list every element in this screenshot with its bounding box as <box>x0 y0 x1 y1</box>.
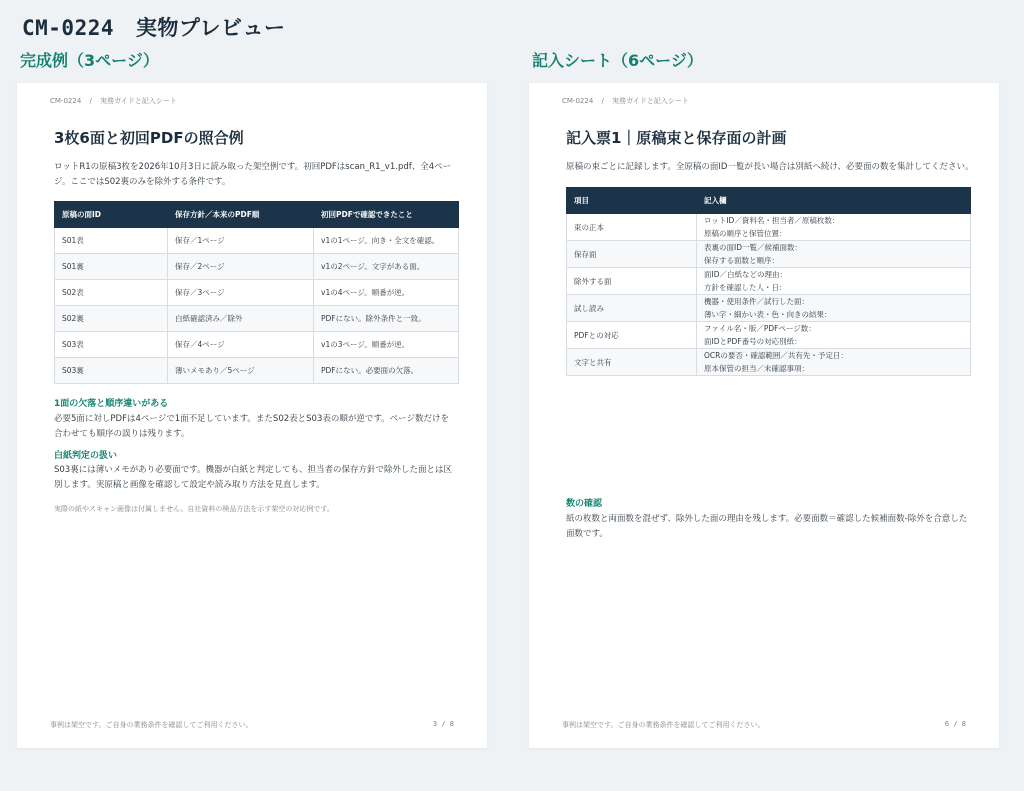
table-row <box>567 295 971 322</box>
table-cell: 保存面 <box>567 241 697 268</box>
table-cell: S03裏 <box>55 358 168 384</box>
entry-line: 薄い字・細かい表・色・向きの結果： <box>704 310 832 319</box>
crumb-separator: / <box>89 97 92 105</box>
table-cell: v1の4ページ。順番が逆。 <box>314 280 459 306</box>
entry-line: 原稿の順序と保管位置： <box>704 229 787 238</box>
page-number: 6 / 8 <box>944 720 966 728</box>
table-row <box>567 214 971 241</box>
breadcrumb <box>50 96 177 106</box>
entry-field[interactable] <box>697 268 971 295</box>
table-header-row <box>567 188 971 214</box>
table-cell: S01裏 <box>55 254 168 280</box>
comparison-table <box>54 201 459 384</box>
table-cell: 保存／1ページ <box>168 228 314 254</box>
table-header-row <box>55 202 459 228</box>
entry-form-table <box>566 187 971 376</box>
entry-field[interactable] <box>697 241 971 268</box>
page-footer <box>50 720 454 730</box>
table-cell: 保存／2ページ <box>168 254 314 280</box>
paragraph-count-check: 紙の枚数と両面数を混ぜず、除外した面の理由を残します。必要面数＝確認した候補面数-除外を合意した面数です。 <box>566 514 968 539</box>
entry-line: 原本保管の担当／未確認事項： <box>704 364 809 373</box>
table-cell: PDFにない。必要面の欠落。 <box>314 358 459 384</box>
table-row <box>55 254 459 280</box>
footer-text: 事例は架空です。ご自身の業務条件を確認してご利用ください。 <box>50 721 253 729</box>
crumb-name: 実務ガイドと記入シート <box>100 97 177 105</box>
table-cell: 束の正本 <box>567 214 697 241</box>
entry-field[interactable] <box>697 322 971 349</box>
table-cell: v1の3ページ。順番が逆。 <box>314 332 459 358</box>
table-cell: S03表 <box>55 332 168 358</box>
entry-line: 表裏の面ID一覧／候補面数： <box>704 243 802 252</box>
column-header: 原稿の面ID <box>55 202 168 228</box>
table-row <box>55 280 459 306</box>
table-cell: v1の1ページ。向き・全文を確認。 <box>314 228 459 254</box>
table-cell: 白紙確認済み／除外 <box>168 306 314 332</box>
breadcrumb <box>562 96 689 106</box>
table-row <box>567 241 971 268</box>
subheading-count-check: 数の確認 <box>566 499 603 509</box>
disclaimer-note: 実際の紙やスキャン画像は付属しません。自社資料の検品方法を示す架空の対応例です。 <box>54 505 334 513</box>
subheading-missing-page: 1面の欠落と順序違いがある <box>54 399 169 409</box>
entry-line: ロットID／資料名・担当者／原稿枚数： <box>704 216 840 225</box>
column-header: 初回PDFで確認できたこと <box>314 202 459 228</box>
table-row <box>567 322 971 349</box>
entry-line: OCRの要否・確認範囲／共有先・予定日： <box>704 351 848 360</box>
intro-text: ロットR1の原稿3枚を2026年10月3日に読み取った架空例です。初回PDFはscan_R1_v1.pdf、全4ページ。ここではS02裏のみを除外する条件です。 <box>54 162 452 187</box>
paragraph-missing-page: 必要5面に対しPDFは4ページで1面不足しています。またS02表とS03表の順が逆です。ページ数だけを合わせても順序の誤りは残ります。 <box>54 414 450 439</box>
table-cell: PDFとの対応 <box>567 322 697 349</box>
table-cell: 保存／3ページ <box>168 280 314 306</box>
table-row <box>567 349 971 376</box>
entry-line: 方針を確認した人・日： <box>704 283 787 292</box>
table-cell: S02表 <box>55 280 168 306</box>
entry-field[interactable] <box>697 295 971 322</box>
entry-line: 機器・使用条件／試行した面： <box>704 297 809 306</box>
table-cell: 試し読み <box>567 295 697 322</box>
preview-page-sheet <box>529 83 999 748</box>
column-header: 項目 <box>567 188 697 214</box>
crumb-separator: / <box>601 97 604 105</box>
column-header: 記入欄 <box>697 188 971 214</box>
section-heading-sample: 完成例（3ページ） <box>20 51 159 70</box>
table-cell: S01表 <box>55 228 168 254</box>
crumb-code: CM-0224 <box>50 97 82 105</box>
table-row <box>55 306 459 332</box>
table-cell: 保存／4ページ <box>168 332 314 358</box>
page-title: 実物プレビュー <box>135 16 286 40</box>
table-cell: S02裏 <box>55 306 168 332</box>
subheading-blank-page: 白紙判定の扱い <box>54 451 118 461</box>
page-footer <box>562 720 966 730</box>
entry-line: 面IDとPDF番号の対応別紙： <box>704 337 802 346</box>
crumb-name: 実務ガイドと記入シート <box>612 97 689 105</box>
preview-page-sample <box>17 83 487 748</box>
entry-line: 保存する面数と順序： <box>704 256 779 265</box>
table-cell: 文字と共有 <box>567 349 697 376</box>
entry-field[interactable] <box>697 349 971 376</box>
column-header: 保存方針／本来のPDF順 <box>168 202 314 228</box>
doc-title: 3枚6面と初回PDFの照合例 <box>54 129 244 147</box>
intro-text: 原稿の束ごとに記録します。全原稿の面ID一覧が長い場合は別紙へ続け、必要面の数を集計してください。 <box>566 162 974 172</box>
entry-line: ファイル名・版／PDFページ数： <box>704 324 816 333</box>
app-title <box>22 12 286 42</box>
table-cell: 除外する面 <box>567 268 697 295</box>
doc-title: 記入票1｜原稿束と保存面の計画 <box>566 129 787 147</box>
table-row <box>55 332 459 358</box>
table-cell: PDFにない。除外条件と一致。 <box>314 306 459 332</box>
table-cell: v1の2ページ。文字がある面。 <box>314 254 459 280</box>
doc-code: CM-0224 <box>22 16 115 40</box>
entry-field[interactable] <box>697 214 971 241</box>
section-heading-sheet: 記入シート（6ページ） <box>532 51 703 70</box>
page-number: 3 / 8 <box>432 720 454 728</box>
table-row <box>567 268 971 295</box>
crumb-code: CM-0224 <box>562 97 594 105</box>
table-row <box>55 358 459 384</box>
table-row <box>55 228 459 254</box>
table-cell: 薄いメモあり／5ページ <box>168 358 314 384</box>
paragraph-blank-page: S03裏には薄いメモがあり必要面です。機器が白紙と判定しても、担当者の保存方針で除外した面とは区別します。実原稿と画像を確認して設定や読み取り方法を見直します。 <box>54 465 453 490</box>
footer-text: 事例は架空です。ご自身の業務条件を確認してご利用ください。 <box>562 721 765 729</box>
entry-line: 面ID／白紙などの理由： <box>704 270 787 279</box>
